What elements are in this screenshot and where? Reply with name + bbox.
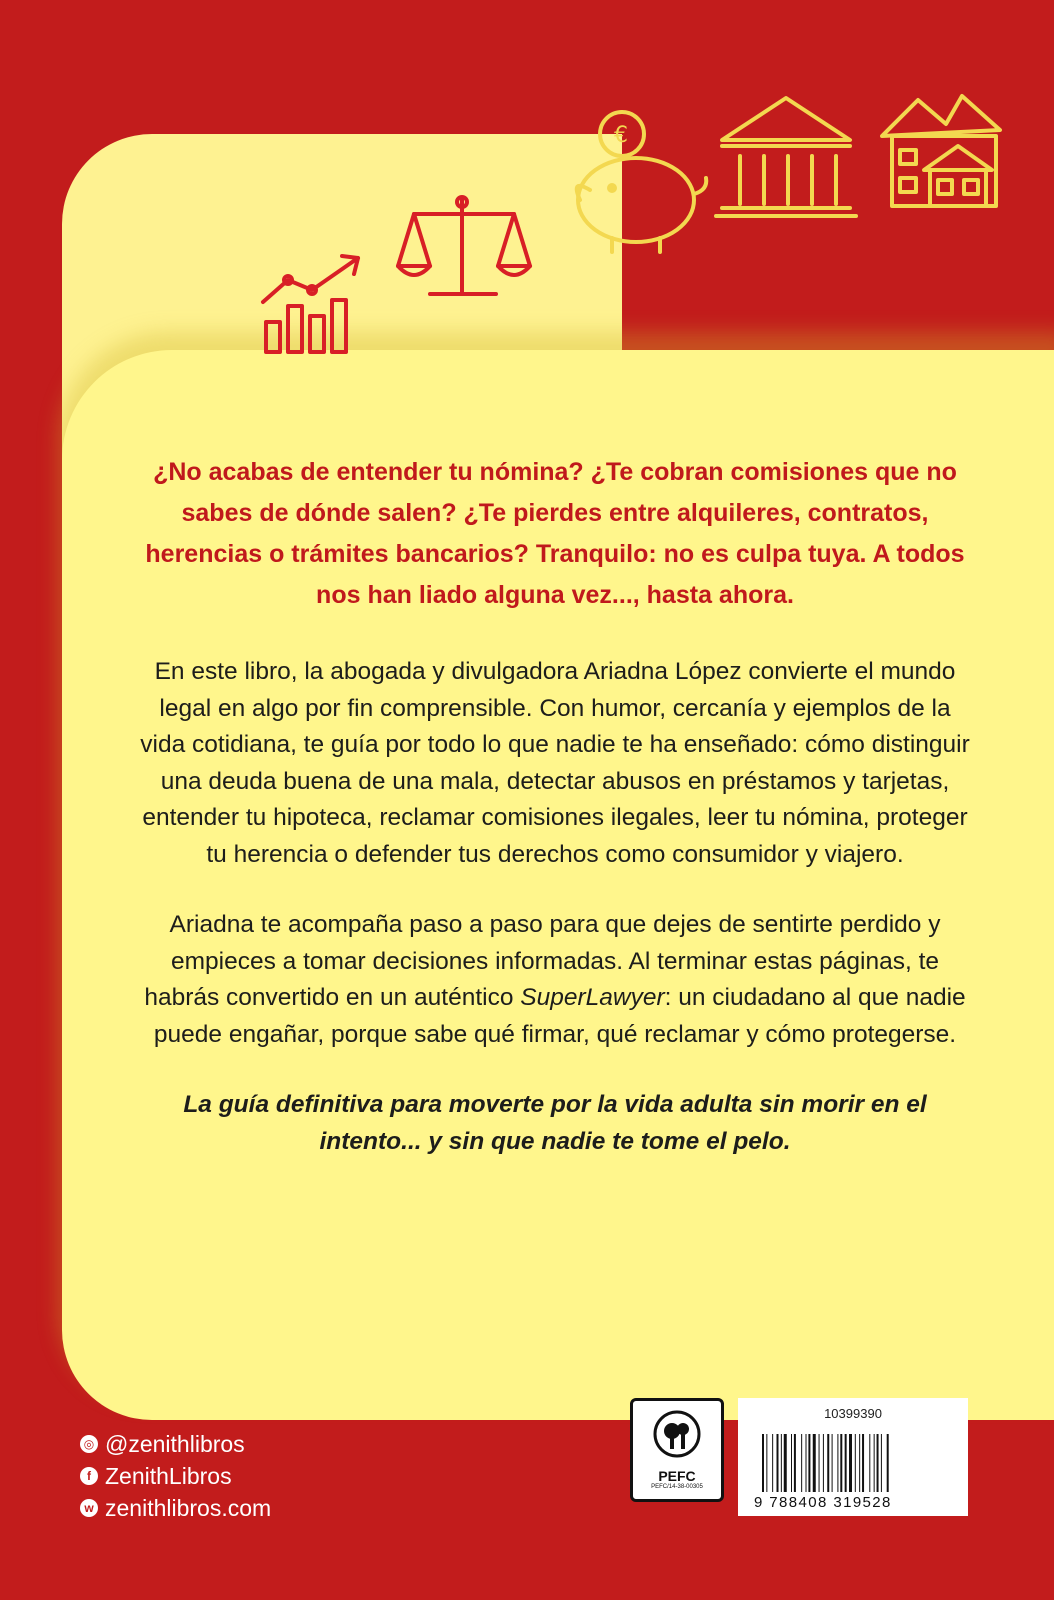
pefc-tree-icon — [652, 1407, 702, 1461]
barcode-isbn-digits: 9 788408 319528 — [754, 1494, 892, 1511]
author-paragraph — [140, 907, 970, 1053]
pefc-code: PEFC/14-38-00305 — [651, 1484, 703, 1490]
social-links — [80, 1428, 271, 1524]
author-paragraph-start: Ariadna te acompaña paso a paso para que dejes de sentirte perdido y empieces a tomar decisiones informadas. Al terminar estas páginas, te habrás convertido en un auténtico — [144, 911, 941, 1011]
instagram-icon: ◎ — [80, 1435, 98, 1453]
pefc-label: PEFC — [658, 1468, 696, 1484]
back-cover-text — [140, 452, 970, 1160]
barcode-bars — [762, 1434, 958, 1492]
description-paragraph: En este libro, la abogada y divulgadora Ariadna López convierte el mundo legal en algo por fin comprensible. Con humor, cercanía y ejemplos de la vida cotidiana, te guía por todo lo que nadie te ha enseñado: cómo distinguir una deuda buena de una mala, detectar abusos en préstamos y tarjetas, entender tu hipoteca, reclamar comisiones ilegales, leer tu nómina, proteger tu herencia o defender tus derechos como consumidor y viajero. — [140, 658, 970, 868]
facebook-handle: ZenithLibros — [105, 1462, 232, 1489]
svg-text:€: € — [614, 123, 628, 148]
pefc-certification — [630, 1398, 724, 1502]
isbn-barcode — [738, 1398, 968, 1516]
website-link[interactable] — [80, 1492, 271, 1524]
author-paragraph-end: : un ciudadano al que nadie puede engañar, porque sabe qué firmar, qué reclamar y cómo protegerse. — [153, 984, 966, 1048]
bank-building-icon — [716, 98, 856, 216]
house-icon — [882, 96, 1000, 206]
facebook-link[interactable] — [80, 1460, 271, 1492]
facebook-icon: f — [80, 1467, 98, 1485]
tagline: La guía definitiva para moverte por la vida adulta sin morir en el intento... y sin que nadie te tome el pelo. — [183, 1091, 927, 1155]
barcode-internal-code: 10399390 — [824, 1406, 882, 1421]
instagram-link[interactable] — [80, 1428, 271, 1460]
superlawyer-term: SuperLawyer — [520, 984, 665, 1011]
lead-question: ¿No acabas de entender tu nómina? ¿Te cobran comisiones que no sabes de dónde salen? ¿Te pierdes entre alquileres, contratos, herencias o trámites bancarios? Tranquilo: no es culpa tuya. A todos nos han liado alguna vez..., hasta ahora. — [145, 458, 965, 609]
instagram-handle: @zenithlibros — [105, 1430, 245, 1457]
website-icon: w — [80, 1499, 98, 1517]
website-url: zenithlibros.com — [105, 1494, 272, 1521]
